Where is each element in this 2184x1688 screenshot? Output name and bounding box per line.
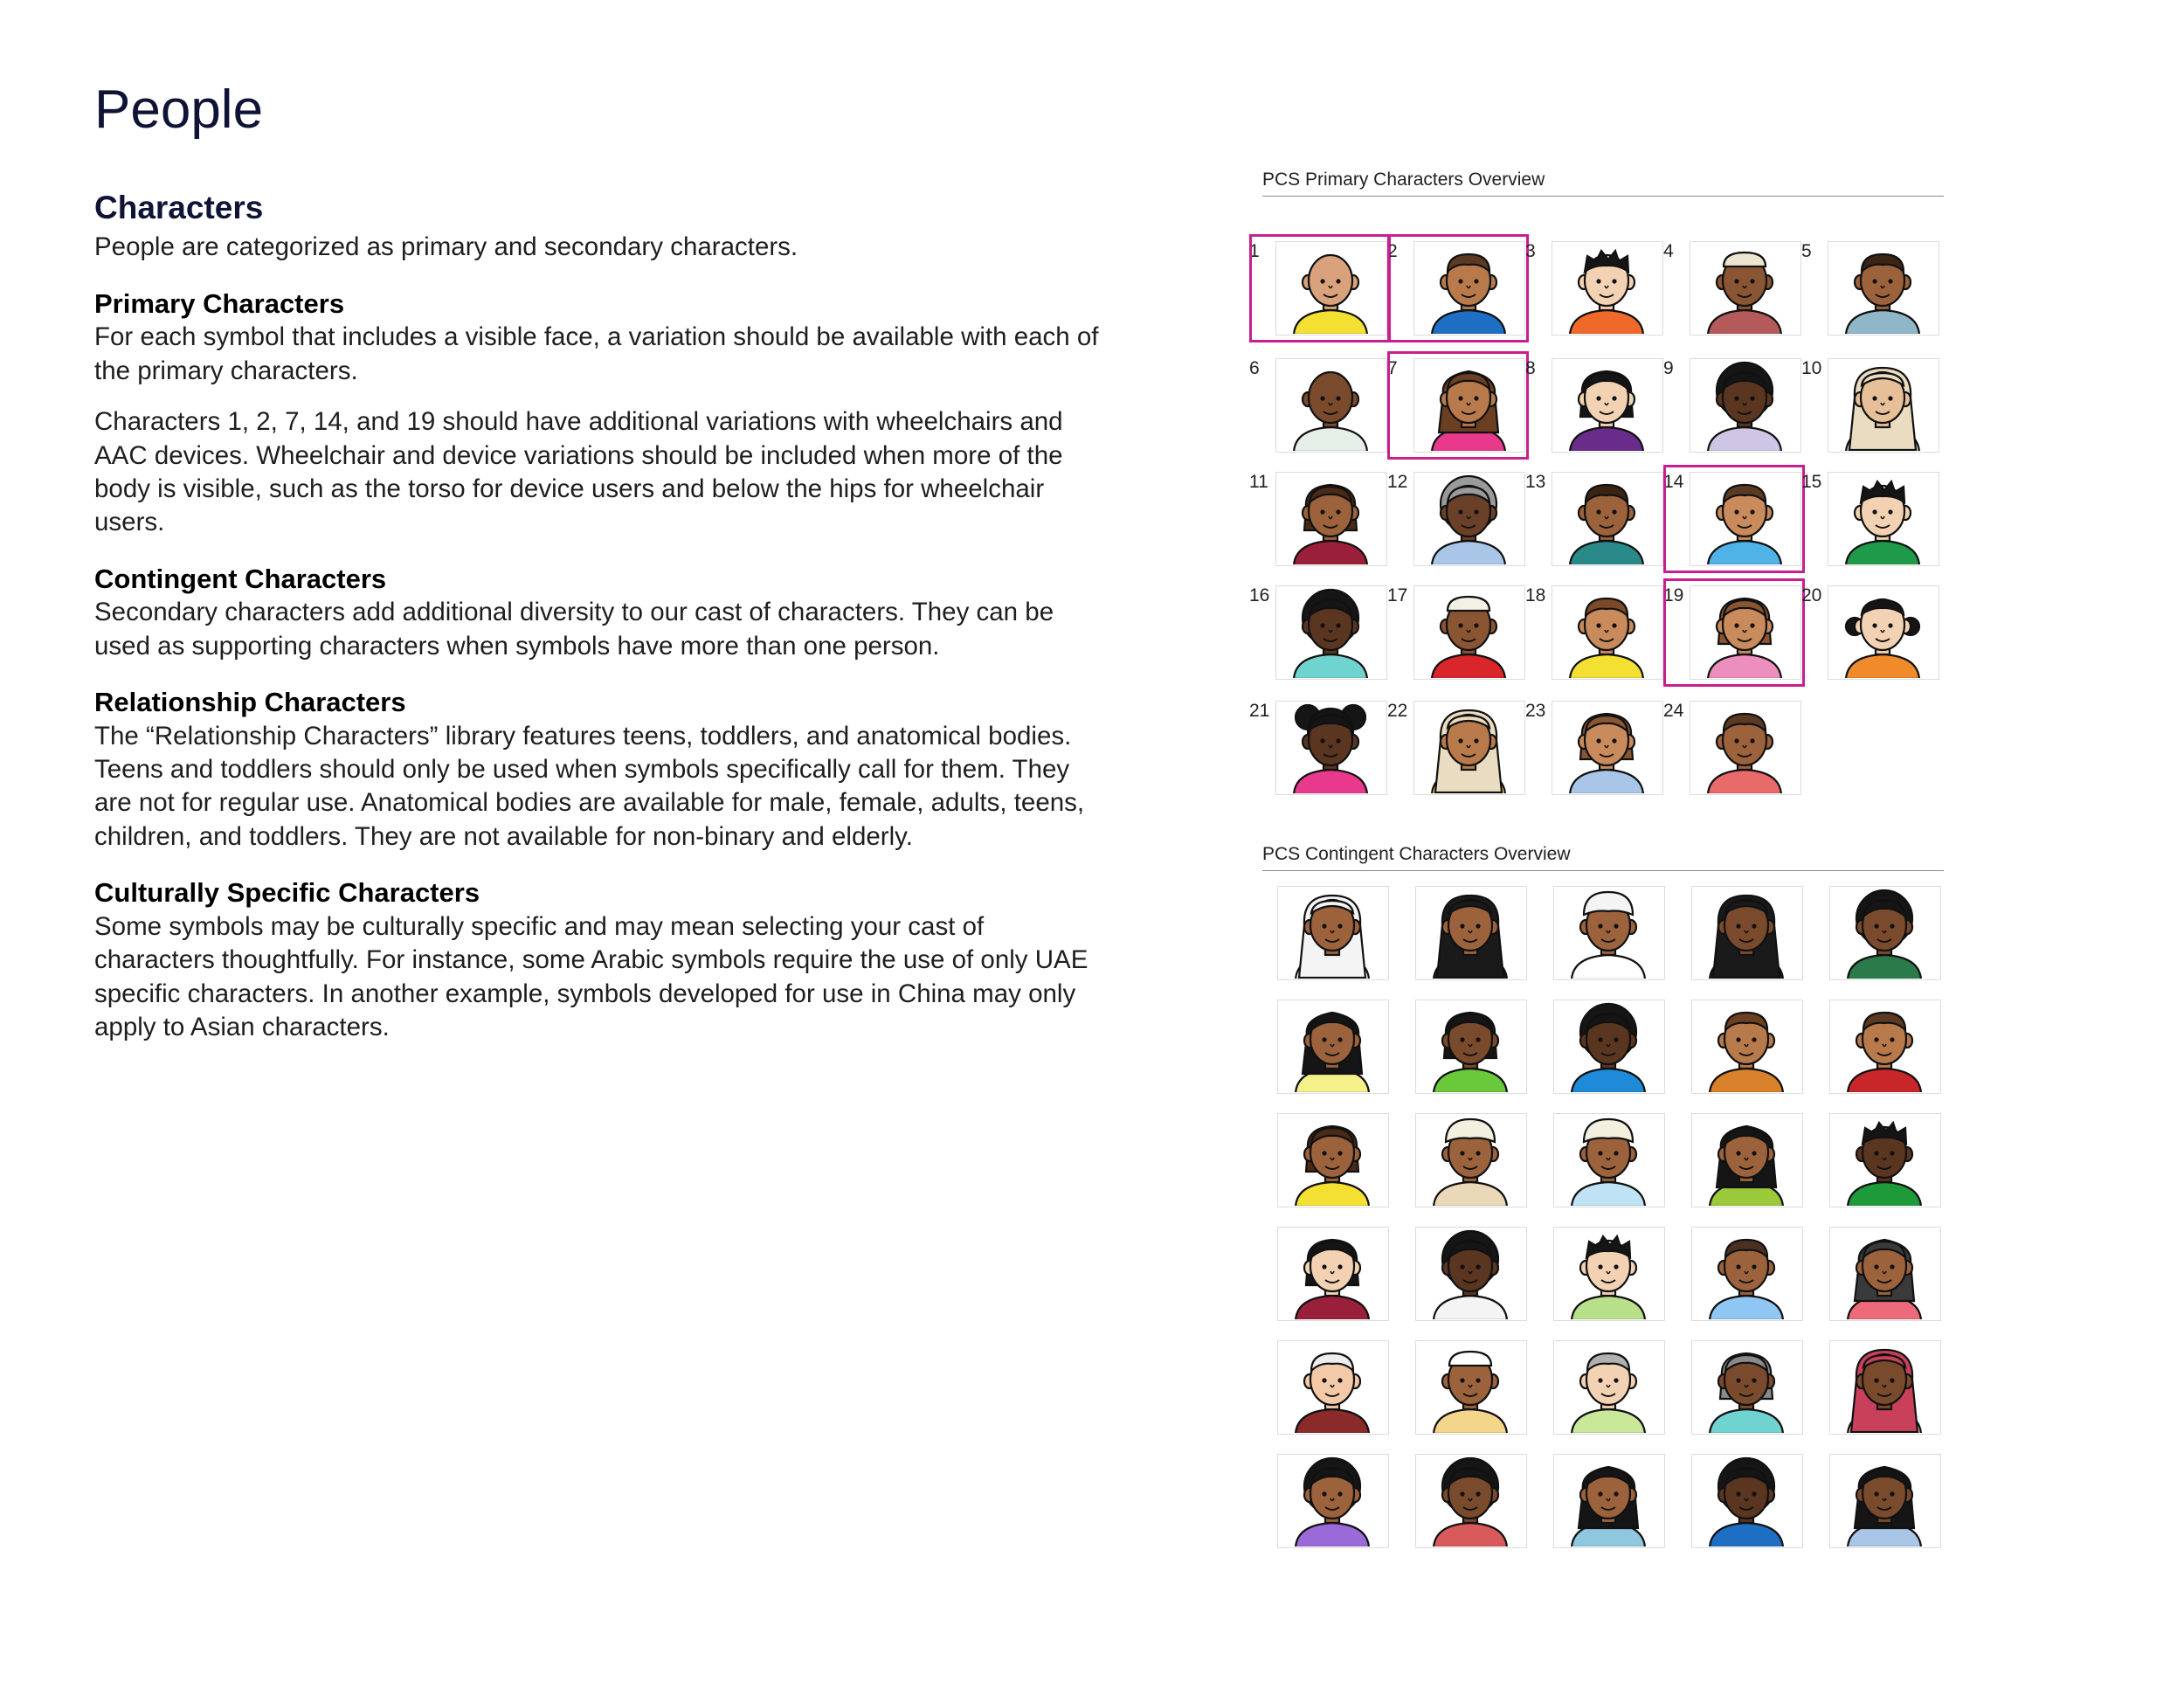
highlight-box-character-2	[1387, 234, 1529, 342]
contingent-character-9-icon	[1691, 1000, 1803, 1094]
character-number-21: 21	[1249, 701, 1270, 721]
primary-character-15-icon	[1828, 472, 1939, 566]
contingent-characters-paragraph: Secondary characters add additional diversity to our cast of characters. They can be used as supporting characters when symbols have more than one person.	[94, 598, 1054, 661]
contingent-character-24-icon	[1691, 1340, 1803, 1435]
character-number-15: 15	[1801, 472, 1822, 492]
contingent-character-22-icon	[1415, 1340, 1527, 1435]
contingent-character-15-icon	[1829, 1113, 1941, 1207]
primary-character-18-icon	[1552, 585, 1663, 680]
contingent-character-19-icon	[1691, 1227, 1803, 1321]
primary-character-24-icon	[1690, 701, 1801, 795]
primary-character-23-icon	[1552, 701, 1663, 795]
contingent-character-17-icon	[1415, 1227, 1527, 1321]
character-number-24: 24	[1663, 701, 1684, 721]
primary-overview-caption: PCS Primary Characters Overview	[1262, 169, 1944, 197]
contingent-character-29-icon	[1691, 1454, 1803, 1548]
character-number-6: 6	[1249, 358, 1260, 378]
character-number-17: 17	[1387, 585, 1408, 605]
primary-character-16-icon	[1275, 585, 1387, 680]
character-number-8: 8	[1525, 358, 1536, 378]
culturally-specific-characters-heading: Culturally Specific Characters	[94, 877, 480, 909]
primary-character-3-icon	[1552, 241, 1663, 336]
character-number-22: 22	[1387, 701, 1408, 721]
primary-character-4-icon	[1690, 241, 1801, 336]
highlight-box-character-19	[1663, 578, 1805, 687]
character-number-1: 1	[1249, 241, 1260, 261]
primary-character-9-icon	[1690, 358, 1801, 453]
character-number-18: 18	[1525, 585, 1546, 605]
primary-character-10-icon	[1828, 358, 1939, 453]
culturally-specific-characters-paragraph: Some symbols may be culturally specific and may mean selecting your cast of characters thoughtfully. For instance, some Arabic symbols require the use of only UAE specific characters. In another example, symbols developed for use in China may only apply to Asian characters.	[94, 911, 1089, 1041]
character-number-9: 9	[1663, 358, 1674, 378]
contingent-character-11-icon	[1277, 1113, 1389, 1207]
character-number-13: 13	[1525, 472, 1546, 492]
primary-character-12-icon	[1413, 472, 1525, 566]
primary-characters-heading: Primary Characters	[94, 287, 345, 319]
primary-character-22-icon	[1413, 701, 1525, 795]
contingent-character-4-icon	[1691, 886, 1803, 980]
highlight-box-character-7	[1387, 351, 1529, 460]
contingent-character-25-icon	[1829, 1340, 1941, 1435]
contingent-character-12-icon	[1415, 1113, 1527, 1207]
primary-character-11-icon	[1275, 472, 1387, 566]
characters-heading: Characters	[94, 190, 264, 225]
contingent-character-23-icon	[1553, 1340, 1665, 1435]
contingent-character-13-icon	[1553, 1113, 1665, 1207]
character-number-14: 14	[1663, 472, 1684, 492]
highlight-box-character-14	[1663, 465, 1805, 573]
page-title: People	[94, 80, 264, 140]
contingent-character-20-icon	[1829, 1227, 1941, 1321]
primary-character-8-icon	[1552, 358, 1663, 453]
primary-characters-paragraph-1: For each symbol that includes a visible face, a variation should be available with each of the primary characters.	[94, 322, 1099, 385]
primary-character-5-icon	[1828, 241, 1939, 336]
contingent-character-14-icon	[1691, 1113, 1803, 1207]
contingent-characters-heading: Contingent Characters	[94, 563, 387, 594]
relationship-characters-heading: Relationship Characters	[94, 686, 406, 717]
contingent-character-26-icon	[1277, 1454, 1389, 1548]
contingent-character-18-icon	[1553, 1227, 1665, 1321]
contingent-character-2-icon	[1415, 886, 1527, 980]
contingent-character-28-icon	[1553, 1454, 1665, 1548]
contingent-overview-caption: PCS Contingent Characters Overview	[1262, 844, 1944, 871]
contingent-character-21-icon	[1277, 1340, 1389, 1435]
primary-character-20-icon	[1828, 585, 1939, 680]
contingent-character-5-icon	[1829, 886, 1941, 980]
primary-character-21-icon	[1275, 701, 1387, 795]
character-number-20: 20	[1801, 585, 1822, 605]
character-number-12: 12	[1387, 472, 1408, 492]
contingent-character-16-icon	[1277, 1227, 1389, 1321]
character-number-3: 3	[1525, 241, 1536, 261]
contingent-character-3-icon	[1553, 886, 1665, 980]
contingent-character-8-icon	[1553, 1000, 1665, 1094]
character-number-23: 23	[1525, 701, 1546, 721]
relationship-characters-paragraph: The “Relationship Characters” library features teens, toddlers, and anatomical bodies. Teens and toddlers should only be used when symbols specifically call for them. They are not for regular use. Anatomical bodies are available for male, female, adults, teens, children, and toddlers. They are not available for non-binary and elderly.	[94, 721, 1085, 851]
highlight-box-character-1	[1249, 234, 1391, 342]
contingent-character-10-icon	[1829, 1000, 1941, 1094]
contingent-character-30-icon	[1829, 1454, 1941, 1548]
primary-characters-paragraph-2: Characters 1, 2, 7, 14, and 19 should have additional variations with wheelchairs and AAC devices. Wheelchair and device variations should be included when more of the body is visible, such as the torso for device users and below the hips for wheelchair users.	[94, 407, 1063, 537]
character-number-2: 2	[1387, 241, 1398, 261]
contingent-character-1-icon	[1277, 886, 1389, 980]
primary-character-13-icon	[1552, 472, 1663, 566]
character-number-5: 5	[1801, 241, 1812, 261]
character-number-7: 7	[1387, 358, 1398, 378]
contingent-character-7-icon	[1415, 1000, 1527, 1094]
character-number-16: 16	[1249, 585, 1270, 605]
characters-intro: People are categorized as primary and secondary characters.	[94, 232, 798, 262]
character-number-4: 4	[1663, 241, 1674, 261]
primary-character-17-icon	[1413, 585, 1525, 680]
character-number-10: 10	[1801, 358, 1822, 378]
character-number-19: 19	[1663, 585, 1684, 605]
primary-character-6-icon	[1275, 358, 1387, 453]
contingent-character-27-icon	[1415, 1454, 1527, 1548]
character-number-11: 11	[1249, 472, 1268, 492]
text-column	[94, 189, 1099, 1044]
contingent-character-6-icon	[1277, 1000, 1389, 1094]
